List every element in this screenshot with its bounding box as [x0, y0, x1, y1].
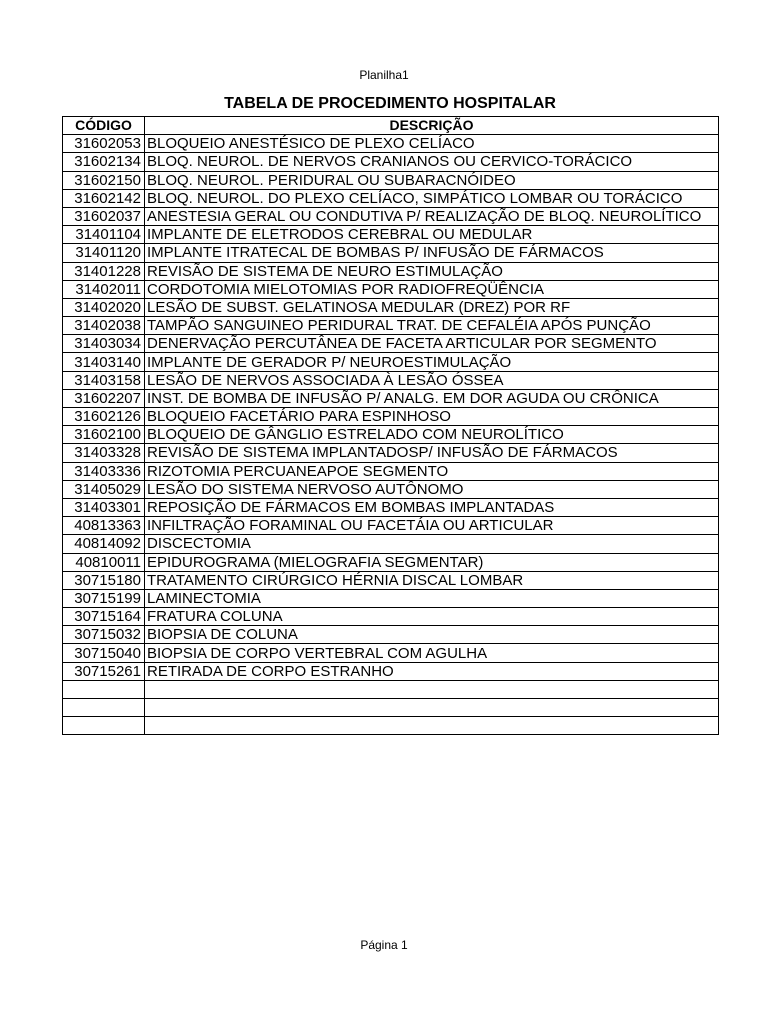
page-footer: Página 1 — [360, 938, 408, 952]
cell-code: 31401228 — [63, 262, 145, 280]
table-row — [63, 699, 719, 717]
cell-code: 31602207 — [63, 389, 145, 407]
sheet-name: Planilha1 — [359, 68, 409, 82]
cell-description: INFILTRAÇÃO FORAMINAL OU FACETÁIA OU ARTICULAR — [145, 517, 719, 535]
table-row — [63, 517, 719, 535]
table-row — [63, 189, 719, 207]
table-row — [63, 680, 719, 698]
cell-description: EPIDUROGRAMA (MIELOGRAFIA SEGMENTAR) — [145, 553, 719, 571]
cell-description: BLOQUEIO ANESTÉSICO DE PLEXO CELÍACO — [145, 135, 719, 153]
cell-description — [145, 680, 719, 698]
cell-code: 31602142 — [63, 189, 145, 207]
cell-code: 31402038 — [63, 317, 145, 335]
cell-description: BLOQUEIO FACETÁRIO PARA ESPINHOSO — [145, 408, 719, 426]
cell-description — [145, 717, 719, 735]
table-row — [63, 717, 719, 735]
table-row — [63, 498, 719, 516]
cell-code: 31403301 — [63, 498, 145, 516]
cell-description: DENERVAÇÃO PERCUTÂNEA DE FACETA ARTICULAR POR SEGMENTO — [145, 335, 719, 353]
table-row — [63, 244, 719, 262]
table-row — [63, 335, 719, 353]
cell-code: 30715199 — [63, 589, 145, 607]
cell-code: 31602100 — [63, 426, 145, 444]
table-row — [63, 462, 719, 480]
cell-code: 30715040 — [63, 644, 145, 662]
cell-code: 31403328 — [63, 444, 145, 462]
cell-code: 30715261 — [63, 662, 145, 680]
cell-description: IMPLANTE DE ELETRODOS CEREBRAL OU MEDULAR — [145, 226, 719, 244]
header-description: DESCRIÇÃO — [145, 117, 719, 135]
cell-code: 31602134 — [63, 153, 145, 171]
cell-code — [63, 699, 145, 717]
cell-description: IMPLANTE DE GERADOR P/ NEUROESTIMULAÇÃO — [145, 353, 719, 371]
table-row — [63, 371, 719, 389]
cell-code: 31402011 — [63, 280, 145, 298]
cell-description: BLOQ. NEUROL. PERIDURAL OU SUBARACNÓIDEO — [145, 171, 719, 189]
table-row — [63, 408, 719, 426]
table-row — [63, 389, 719, 407]
table-row — [63, 444, 719, 462]
cell-description: TAMPÃO SANGUINEO PERIDURAL TRAT. DE CEFALÉIA APÓS PUNÇÃO — [145, 317, 719, 335]
table-row — [63, 535, 719, 553]
cell-description: REVISÃO DE SISTEMA IMPLANTADOSP/ INFUSÃO DE FÁRMACOS — [145, 444, 719, 462]
cell-code: 30715180 — [63, 571, 145, 589]
table-row — [63, 280, 719, 298]
cell-description: INST. DE BOMBA DE INFUSÃO P/ ANALG. EM DOR AGUDA OU CRÔNICA — [145, 389, 719, 407]
cell-description: TRATAMENTO CIRÚRGICO HÉRNIA DISCAL LOMBAR — [145, 571, 719, 589]
cell-description: LESÃO DE NERVOS ASSOCIADA À LESÃO ÓSSEA — [145, 371, 719, 389]
cell-code: 40810011 — [63, 553, 145, 571]
table-row — [63, 662, 719, 680]
table-row — [63, 226, 719, 244]
cell-code: 30715164 — [63, 608, 145, 626]
cell-description — [145, 699, 719, 717]
cell-description: REPOSIÇÃO DE FÁRMACOS EM BOMBAS IMPLANTADAS — [145, 498, 719, 516]
cell-description: BLOQUEIO DE GÂNGLIO ESTRELADO COM NEUROLÍTICO — [145, 426, 719, 444]
cell-description: LESÃO DO SISTEMA NERVOSO AUTÔNOMO — [145, 480, 719, 498]
cell-code: 31602150 — [63, 171, 145, 189]
table-row — [63, 589, 719, 607]
cell-code: 30715032 — [63, 626, 145, 644]
cell-code: 31402020 — [63, 298, 145, 316]
page-title: TABELA DE PROCEDIMENTO HOSPITALAR — [224, 95, 556, 112]
cell-code: 31403140 — [63, 353, 145, 371]
cell-code: 40814092 — [63, 535, 145, 553]
table-row — [63, 626, 719, 644]
table-row — [63, 480, 719, 498]
cell-code: 31401120 — [63, 244, 145, 262]
cell-code: 31602053 — [63, 135, 145, 153]
table-row — [63, 135, 719, 153]
cell-code: 31403336 — [63, 462, 145, 480]
table-row — [63, 571, 719, 589]
cell-description: RIZOTOMIA PERCUANEAPOE SEGMENTO — [145, 462, 719, 480]
cell-description: CORDOTOMIA MIELOTOMIAS POR RADIOFREQÜÊNCIA — [145, 280, 719, 298]
cell-description: ANESTESIA GERAL OU CONDUTIVA P/ REALIZAÇÃO DE BLOQ. NEUROLÍTICO — [145, 207, 719, 225]
cell-description: BLOQ. NEUROL. DE NERVOS CRANIANOS OU CERVICO-TORÁCICO — [145, 153, 719, 171]
table-row — [63, 553, 719, 571]
header-code: CÓDIGO — [63, 117, 145, 135]
cell-description: LESÃO DE SUBST. GELATINOSA MEDULAR (DREZ) POR RF — [145, 298, 719, 316]
table-row — [63, 608, 719, 626]
table-row — [63, 353, 719, 371]
table-row — [63, 207, 719, 225]
cell-description: RETIRADA DE CORPO ESTRANHO — [145, 662, 719, 680]
cell-description: DISCECTOMIA — [145, 535, 719, 553]
table-row — [63, 171, 719, 189]
cell-description: BIOPSIA DE CORPO VERTEBRAL COM AGULHA — [145, 644, 719, 662]
table-header-row — [63, 117, 719, 135]
cell-code: 31403034 — [63, 335, 145, 353]
table-row — [63, 426, 719, 444]
procedure-table — [62, 116, 719, 735]
cell-code: 40813363 — [63, 517, 145, 535]
table-row — [63, 644, 719, 662]
cell-description: FRATURA COLUNA — [145, 608, 719, 626]
cell-description: LAMINECTOMIA — [145, 589, 719, 607]
cell-code — [63, 717, 145, 735]
table-row — [63, 298, 719, 316]
cell-code: 31403158 — [63, 371, 145, 389]
cell-code: 31401104 — [63, 226, 145, 244]
table-row — [63, 262, 719, 280]
cell-code: 31405029 — [63, 480, 145, 498]
cell-code — [63, 680, 145, 698]
cell-description: BLOQ. NEUROL. DO PLEXO CELÍACO, SIMPÁTICO LOMBAR OU TORÁCICO — [145, 189, 719, 207]
cell-description: IMPLANTE ITRATECAL DE BOMBAS P/ INFUSÃO DE FÁRMACOS — [145, 244, 719, 262]
cell-description: REVISÃO DE SISTEMA DE NEURO ESTIMULAÇÃO — [145, 262, 719, 280]
cell-description: BIOPSIA DE COLUNA — [145, 626, 719, 644]
cell-code: 31602037 — [63, 207, 145, 225]
cell-code: 31602126 — [63, 408, 145, 426]
table-row — [63, 153, 719, 171]
table-row — [63, 317, 719, 335]
